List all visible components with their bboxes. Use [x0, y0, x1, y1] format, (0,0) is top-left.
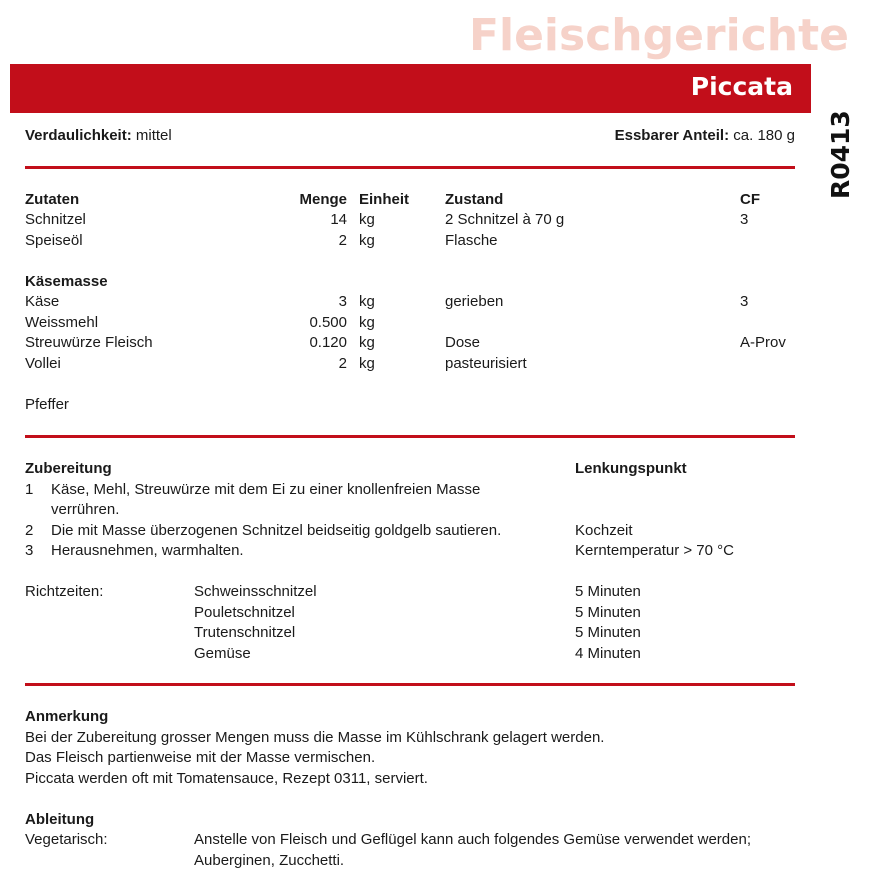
ingredient-name: Streuwürze Fleisch	[25, 334, 153, 351]
step-number: 3	[25, 542, 34, 559]
ingredient-amount: 0.120	[309, 334, 347, 351]
ingredient-name: Vollei	[25, 355, 61, 372]
step-text: Käse, Mehl, Streuwürze mit dem Ei zu einer knollenfreien Masse	[51, 481, 481, 498]
divider-3	[25, 683, 795, 686]
digestibility-value: mittel	[135, 127, 172, 144]
derivation-text-continued: Auberginen, Zucchetti.	[194, 852, 345, 869]
ingredient-unit: kg	[359, 334, 375, 351]
section-title-cheese-mass: Käsemasse	[25, 273, 108, 290]
ingredient-state: pasteurisiert	[445, 355, 527, 372]
ingredient-state: Dose	[445, 334, 481, 351]
ingredient-unit: kg	[359, 314, 375, 331]
guide-time-item: Trutenschnitzel	[194, 624, 296, 641]
header-cf: CF	[740, 191, 760, 208]
notes-title: Anmerkung	[25, 708, 109, 725]
category-heading: Fleischgerichte	[468, 10, 849, 61]
step-text-continued: verrühren.	[51, 501, 120, 518]
header-state: Zustand	[445, 191, 504, 208]
divider-2	[25, 435, 795, 438]
recipe-title: Piccata	[690, 72, 793, 101]
step-control: Kochzeit	[575, 522, 633, 539]
guide-time-item: Pouletschnitzel	[194, 604, 295, 621]
guide-time-value: 5 Minuten	[575, 604, 641, 621]
derivation-title: Ableitung	[25, 811, 95, 828]
ingredient-state: Flasche	[445, 232, 498, 249]
derivation-label: Vegetarisch:	[25, 831, 108, 848]
ingredient-unit: kg	[359, 355, 375, 372]
title-bar	[10, 64, 811, 113]
guide-time-value: 5 Minuten	[575, 624, 641, 641]
divider-1	[25, 166, 795, 169]
ingredient-cf: 3	[740, 293, 749, 310]
edible-portion	[615, 126, 795, 146]
ingredient-state: gerieben	[445, 293, 504, 310]
step-text: Herausnehmen, warmhalten.	[51, 542, 244, 559]
ingredient-name: Speiseöl	[25, 232, 83, 249]
ingredient-amount: 0.500	[309, 314, 347, 331]
note-line: Das Fleisch partienweise mit der Masse vermischen.	[25, 749, 376, 766]
ingredient-state: 2 Schnitzel à 70 g	[445, 211, 565, 228]
ingredient-extra: Pfeffer	[25, 396, 69, 413]
portion-label: Essbarer Anteil:	[614, 127, 730, 144]
ingredient-name: Schnitzel	[25, 211, 86, 228]
digestibility-label: Verdaulichkeit:	[25, 127, 132, 144]
step-number: 2	[25, 522, 34, 539]
ingredient-unit: kg	[359, 232, 375, 249]
ingredient-unit: kg	[359, 293, 375, 310]
preparation-title: Zubereitung	[25, 460, 112, 477]
header-unit: Einheit	[359, 191, 410, 208]
ingredient-amount: 14	[330, 211, 347, 228]
ingredient-cf: 3	[740, 211, 749, 228]
guide-times-label: Richtzeiten:	[25, 583, 104, 600]
guide-time-value: 5 Minuten	[575, 583, 641, 600]
derivation-text: Anstelle von Fleisch und Geflügel kann auch folgendes Gemüse verwendet werden;	[194, 831, 751, 848]
ingredient-amount: 3	[338, 293, 347, 310]
ingredient-unit: kg	[359, 211, 375, 228]
recipe-code: R0413	[826, 110, 855, 199]
step-control: Kerntemperatur > 70 °C	[575, 542, 734, 559]
note-line: Bei der Zubereitung grosser Mengen muss die Masse im Kühlschrank gelagert werden.	[25, 729, 605, 746]
portion-value: ca. 180 g	[733, 127, 795, 144]
control-point-title: Lenkungspunkt	[575, 460, 687, 477]
ingredient-amount: 2	[338, 232, 347, 249]
digestibility	[25, 126, 172, 146]
header-amount: Menge	[299, 191, 347, 208]
ingredient-name: Käse	[25, 293, 60, 310]
step-number: 1	[25, 481, 34, 498]
ingredient-cf: A-Prov	[740, 334, 786, 351]
note-line: Piccata werden oft mit Tomatensauce, Rezept 0311, serviert.	[25, 770, 428, 787]
ingredient-amount: 2	[338, 355, 347, 372]
guide-time-value: 4 Minuten	[575, 645, 641, 662]
header-ingredients: Zutaten	[25, 191, 80, 208]
ingredient-name: Weissmehl	[25, 314, 99, 331]
guide-time-item: Schweinsschnitzel	[194, 583, 317, 600]
guide-time-item: Gemüse	[194, 645, 251, 662]
step-text: Die mit Masse überzogenen Schnitzel beidseitig goldgelb sautieren.	[51, 522, 502, 539]
